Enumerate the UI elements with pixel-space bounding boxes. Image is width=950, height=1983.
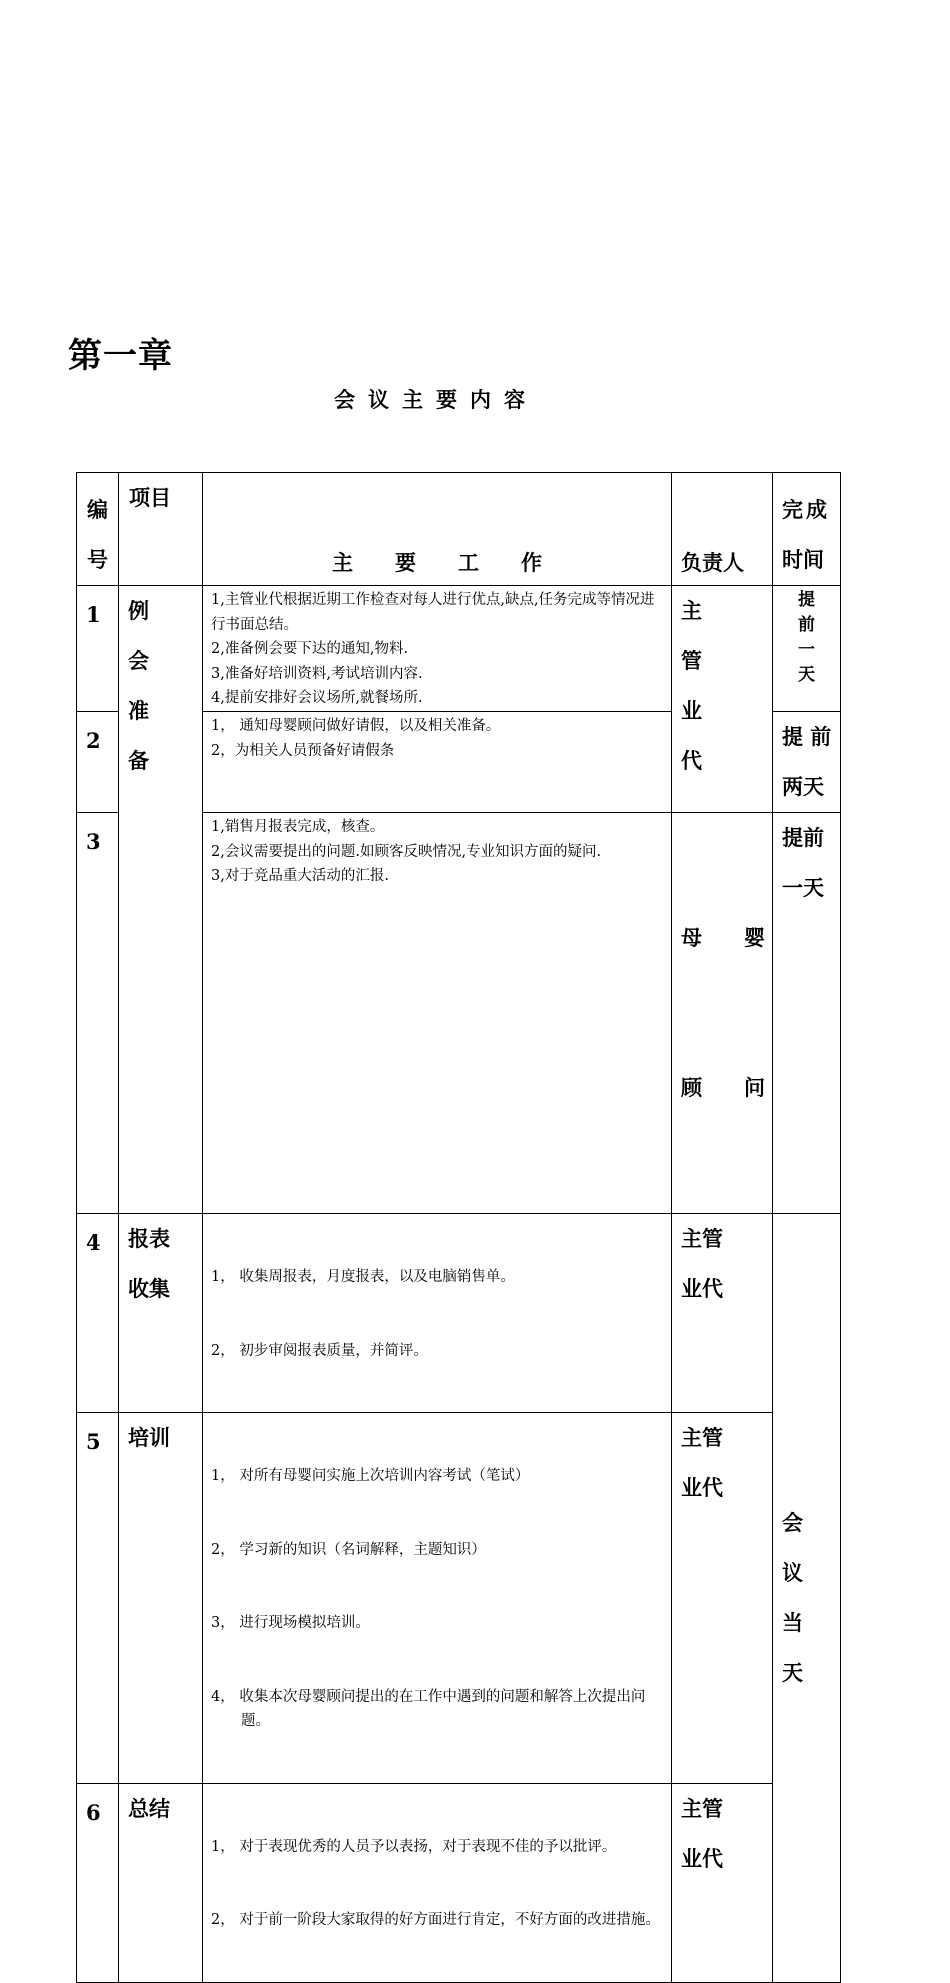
row-number: 3 [77,813,119,1214]
time-line1: 提前 [782,826,824,850]
owner-cell [672,1214,773,1413]
item-meeting-prep [119,586,203,1214]
owner-line1: 母 婴 [681,926,765,950]
header-time [773,473,841,586]
work-item: 1， 通知母婴顾问做好请假，以及相关准备。 [211,718,501,734]
item-char: 会 [128,649,149,673]
chapter-title: 第一章 [68,336,173,376]
owner-char: 业 [681,699,702,723]
owner-line2: 业代 [681,1277,723,1301]
owner-cell [672,1783,773,1982]
time-line1: 提 前 [782,725,832,749]
header-item: 项目 [119,473,203,586]
header-number-line2: 号 [87,548,108,572]
work-cell [203,813,672,1214]
work-item: 2，为相关人员预备好请假条 [211,742,395,759]
work-item: 2， 对于前一阶段大家取得的好方面进行肯定，不好方面的改进措施。 [211,1912,660,1928]
time-cell [773,586,841,712]
time-line2: 一天 [782,876,824,900]
owner-char: 管 [681,649,702,673]
meeting-content-table [76,472,841,1983]
time-char: 一 [798,640,815,660]
time-char: 前 [798,615,815,635]
time-cell [773,712,841,813]
time-char: 当 [782,1610,803,1635]
work-item: 1， 收集周报表，月度报表，以及电脑销售单。 [211,1269,515,1285]
header-owner: 负责人 [672,473,773,586]
table-row [77,1413,841,1784]
work-item: 1， 对于表现优秀的人员予以表扬，对于表现不佳的予以批评。 [211,1838,617,1855]
work-item: 1， 对所有母婴问实施上次培训内容考试（笔试） [211,1468,530,1484]
work-item: 4， 收集本次母婴顾问提出的在工作中遇到的问题和解答上次提出问题。 [211,1688,646,1729]
header-time-line2: 时间 [782,548,824,572]
row-number: 2 [77,712,119,813]
row-number: 6 [77,1783,119,1982]
owner-line1: 主管 [681,1227,723,1251]
item-cell: 总结 [119,1783,203,1982]
owner-cell [672,813,773,1214]
header-number-line1: 编 [87,498,108,522]
item-char: 备 [128,749,149,773]
item-cell [119,1214,203,1413]
owner-line1: 主管 [681,1426,723,1450]
table-row [77,1783,841,1982]
owner-char: 代 [681,749,702,773]
table-header-row [77,473,841,586]
work-item: 1,销售月报表完成，核查。 [211,819,385,835]
owner-cell [672,1413,773,1784]
item-cell: 培训 [119,1413,203,1784]
time-char: 会 [782,1510,803,1535]
time-char: 天 [798,665,815,685]
item-char: 准 [128,699,149,723]
header-number [77,473,119,586]
row-number: 4 [77,1214,119,1413]
work-cell [203,1783,672,1982]
owner-char: 主 [681,599,702,623]
owner-line2: 业代 [681,1476,723,1500]
work-item: 1,主管业代根据近期工作检查对每人进行优点,缺点,任务完成等情况进行书面总结。 [211,592,655,633]
owner-line2: 业代 [681,1846,723,1871]
work-cell [203,712,672,813]
work-cell [203,586,672,712]
time-char: 提 [798,590,815,610]
item-char: 例 [128,599,149,623]
work-cell [203,1413,672,1784]
time-cell [773,813,841,1214]
time-line2: 两天 [782,775,824,799]
work-item: 2， 初步审阅报表质量，并简评。 [211,1342,428,1359]
time-meeting-day [773,1214,841,1983]
owner-line1: 主管 [681,1796,723,1821]
table-row [77,586,841,712]
work-item: 3,准备好培训资料,考试培训内容. [211,665,423,682]
work-item: 4,提前安排好会议场所,就餐场所. [211,690,423,706]
work-item: 3， 进行现场模拟培训。 [211,1615,370,1631]
row-number: 1 [77,586,119,712]
row-number: 5 [77,1413,119,1784]
document-subtitle: 会议主要内容 [334,388,538,412]
item-line1: 报表 [128,1227,170,1251]
work-item: 3,对于竞品重大活动的汇报. [211,868,389,884]
owner-supervisor [672,586,773,813]
table-row [77,1214,841,1413]
time-char: 天 [782,1660,803,1685]
header-work: 主 要 工 作 [203,473,672,586]
work-item: 2,会议需要提出的问题.如顾客反映情况,专业知识方面的疑问. [211,843,602,860]
item-line2: 收集 [128,1277,170,1301]
header-time-line1: 完成 [782,498,830,522]
work-item: 2,准备例会要下达的通知,物料. [211,641,409,657]
owner-line2: 顾 问 [681,1076,765,1100]
time-char: 议 [782,1560,803,1585]
work-cell [203,1214,672,1413]
work-item: 2， 学习新的知识（名词解释，主题知识） [211,1541,486,1558]
